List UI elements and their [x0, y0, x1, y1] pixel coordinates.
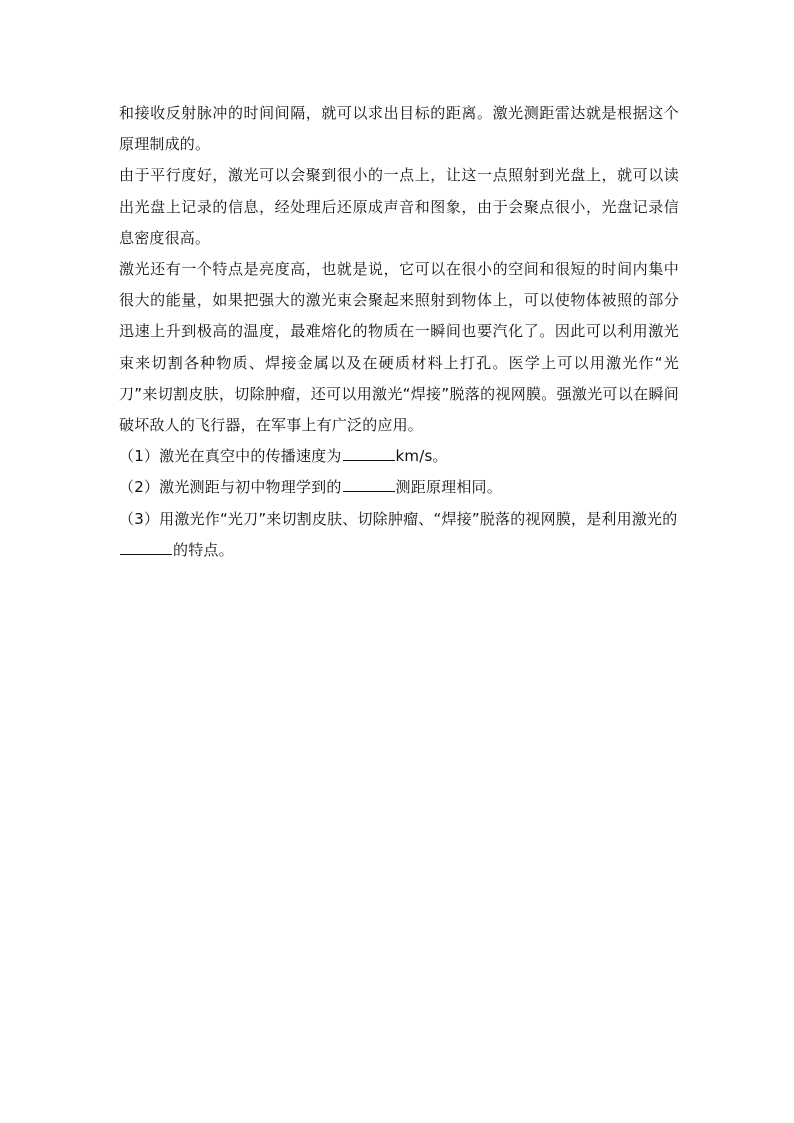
question-2-suffix: 测距原理相同。 — [395, 478, 502, 497]
document-body — [119, 98, 679, 566]
paragraph-high-brightness: 激光还有一个特点是亮度高，也就是说，它可以在很小的空间和很短的时间内集中很大的能量，如果把强大的激光束会聚起来照射到物体上，可以使物体被照的部分迅速上升到极高的温度，最难熔化的物质在一瞬间也要汽化了。因此可以利用激光束来切割各种物质、焊接金属以及在硬质材料上打孔。医学上可以用激光作“光刀”来切割皮肤，切除肿瘤，还可以用激光“焊接”脱落的视网膜。强激光可以在瞬间破坏敌人的飞行器，在军事上有广泛的应用。 — [119, 260, 679, 435]
question-1-answer-blank — [343, 445, 395, 461]
question-3-text: （3）用激光作“光刀”来切割皮肤、切除肿瘤、“焊接”脱落的视网膜，是利用激光的 — [119, 509, 678, 528]
question-1 — [119, 441, 679, 472]
question-1-unit: km/s。 — [395, 447, 448, 466]
question-2 — [119, 472, 679, 503]
paragraph-ranging-principle: 和接收反射脉冲的时间间隔，就可以求出目标的距离。激光测距雷达就是根据这个原理制成的。 — [119, 104, 679, 154]
question-2-answer-blank — [343, 476, 395, 492]
paragraph-optical-disc: 由于平行度好，激光可以会聚到很小的一点上，让这一点照射到光盘上，就可以读出光盘上记录的信息，经处理后还原成声音和图象，由于会聚点很小，光盘记录信息密度很高。 — [119, 166, 679, 247]
question-3-suffix: 的特点。 — [173, 540, 234, 559]
question-2-text: （2）激光测距与初中物理学到的 — [119, 478, 342, 497]
question-3-answer-blank — [120, 539, 172, 555]
question-3 — [119, 504, 679, 566]
question-1-text: （1）激光在真空中的传播速度为 — [119, 447, 342, 466]
